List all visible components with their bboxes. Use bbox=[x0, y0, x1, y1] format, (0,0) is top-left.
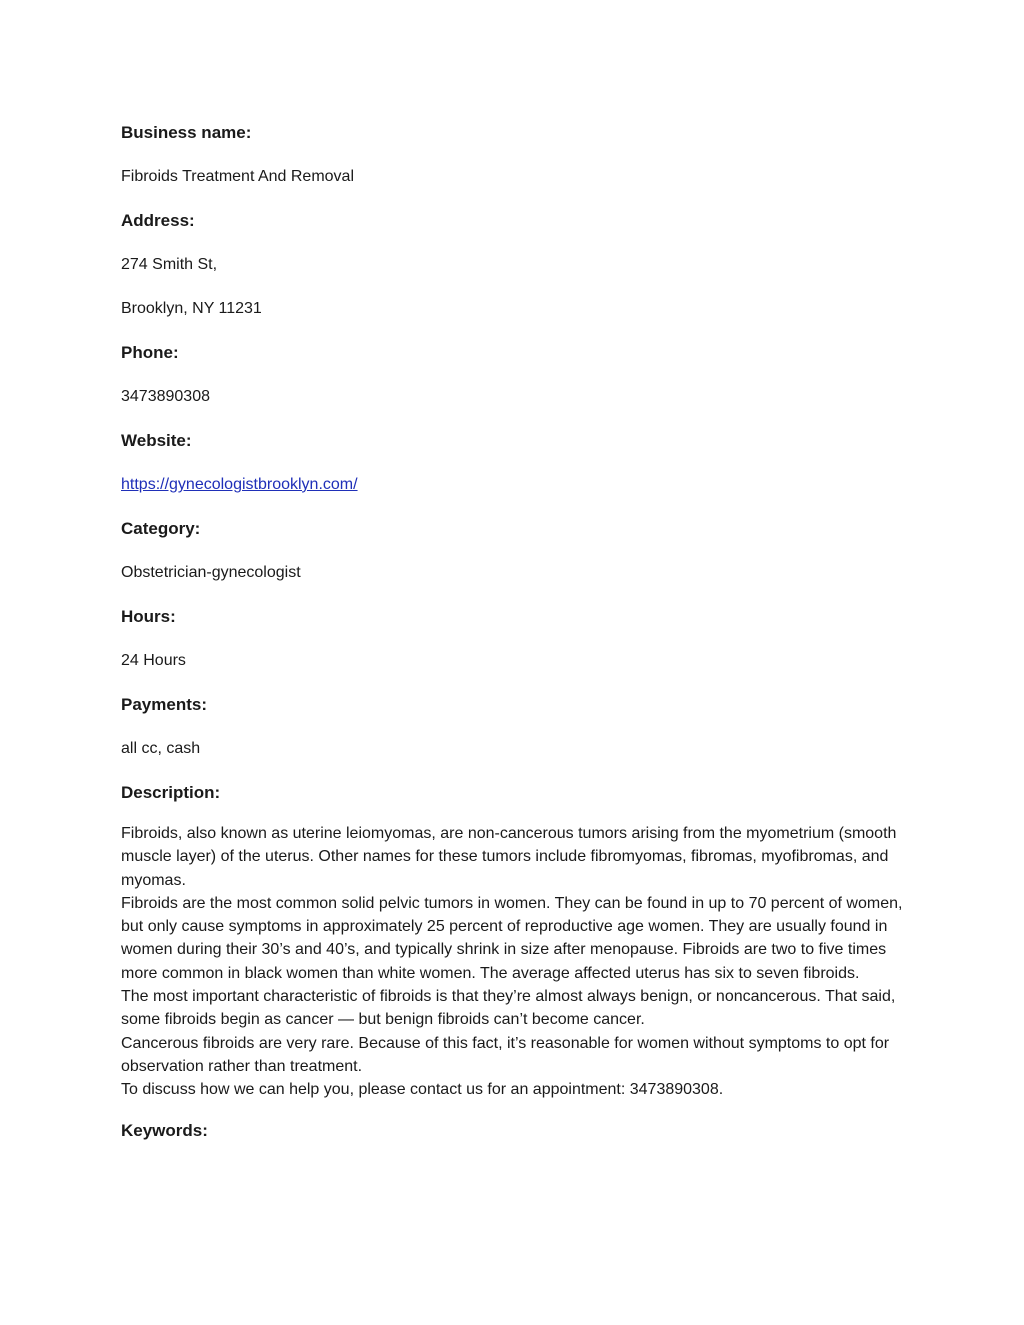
description-paragraph: Fibroids are the most common solid pelvic tumors in women. They can be found in up to 70 percent of women, but only cause symptoms in approximately 25 percent of reproductive age women. They are usually found in women during their 30’s and 40’s, and typically shrink in size after menopause. Fibroids are two to five times more common in black women than white women. The average affected uterus has six to seven fibroids. bbox=[121, 894, 903, 982]
payments-value: all cc, cash bbox=[121, 740, 201, 757]
address-label: Address: bbox=[121, 211, 195, 230]
category-value: Obstetrician-gynecologist bbox=[121, 564, 301, 581]
description-paragraph: To discuss how we can help you, please contact us for an appointment: 3473890308. bbox=[121, 1081, 724, 1099]
hours-label: Hours: bbox=[121, 607, 176, 626]
description-paragraph: Cancerous fibroids are very rare. Because of this fact, it’s reasonable for women without symptoms to opt for observation rather than treatment. bbox=[121, 1034, 890, 1075]
description-paragraph: Fibroids, also known as uterine leiomyomas, are non-cancerous tumors arising from the myometrium (smooth muscle layer) of the uterus. Other names for these tumors include fibromyomas, fibromas, myofibromas, and myomas. bbox=[121, 825, 897, 889]
hours-value: 24 Hours bbox=[121, 652, 186, 669]
business-name-value: Fibroids Treatment And Removal bbox=[121, 168, 354, 185]
keywords-label: Keywords: bbox=[121, 1120, 208, 1140]
address-line-2: Brooklyn, NY 11231 bbox=[121, 300, 262, 317]
website-label: Website: bbox=[121, 431, 192, 450]
website-link[interactable]: https://gynecologistbrooklyn.com/ bbox=[121, 476, 358, 493]
category-label: Category: bbox=[121, 519, 201, 538]
phone-value: 3473890308 bbox=[121, 388, 210, 405]
description-body bbox=[121, 822, 911, 1102]
document-content bbox=[121, 118, 911, 1160]
description-paragraph: The most important characteristic of fibroids is that they’re almost always benign, or noncancerous. That said, some fibroids begin as cancer — but benign fibroids can’t become cancer. bbox=[121, 988, 896, 1029]
description-label: Description: bbox=[121, 783, 221, 802]
address-line-1: 274 Smith St, bbox=[121, 256, 218, 273]
website-row bbox=[121, 470, 911, 500]
payments-label: Payments: bbox=[121, 695, 207, 714]
business-name-label: Business name: bbox=[121, 123, 252, 142]
phone-label: Phone: bbox=[121, 343, 179, 362]
